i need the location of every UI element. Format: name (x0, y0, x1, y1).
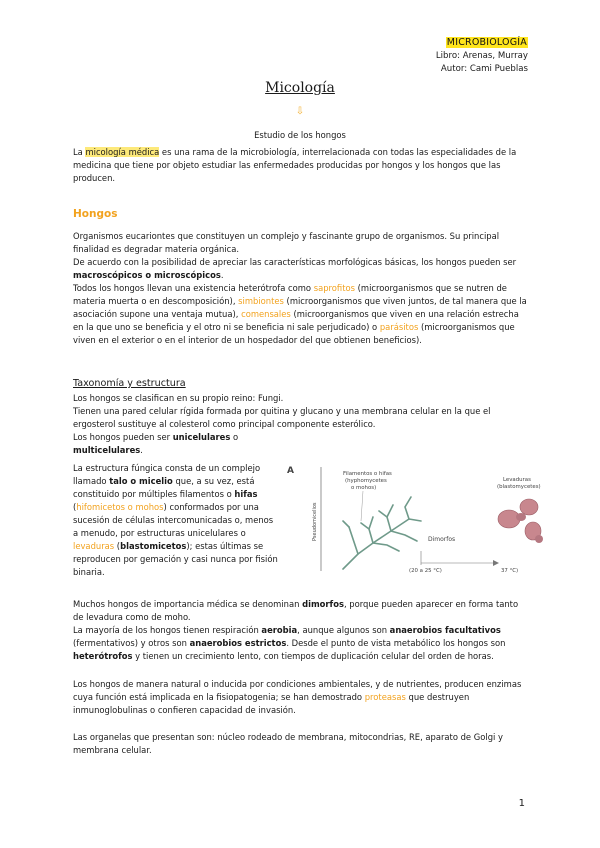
figure-temp-left: (20 a 25 °C) (409, 568, 442, 574)
figure-levaduras-label-2: (blastomycetes) (497, 484, 541, 490)
term-hifomicetos: hifomicetos o mohos (76, 502, 164, 512)
taxo-line-2: Tienen una pared celular rígida formada por quitina y glucano y una membrana celular en la que el ergosterol sustituye al colesterol como principal componente esterólico. (73, 406, 491, 429)
text: Muchos hongos de importancia médica se denominan (73, 599, 303, 609)
text: o (230, 432, 239, 442)
respiracion-paragraph (73, 624, 528, 663)
text: . (220, 270, 224, 280)
book-label: Libro: Arenas, Murray (435, 51, 528, 61)
term-parasitos: parásitos (379, 322, 419, 332)
text: . Desde el punto de vista metabólico los hongos son (286, 638, 506, 648)
term-blastomicetos: blastomicetos (120, 541, 187, 551)
hongos-paragraph-2 (73, 256, 528, 282)
highlight-micologia: micología médica (85, 147, 160, 157)
text: ) conformados por una sucesión de células intercomunicadas o, menos a menudo, por estructuras unicelulares o (73, 502, 274, 538)
text: De acuerdo con la posibilidad de apreciar las características morfológicas básicas, los hongos pueden ser (73, 257, 517, 267)
text: (microorganismos que viven juntos, de tal manera que la asociación supone una ventaja mutua), (73, 296, 527, 319)
term-multicelulares: multicelulares (73, 445, 141, 455)
dimorfos-paragraph (73, 598, 528, 624)
section-heading-hongos: Hongos (73, 208, 118, 220)
taxonomia-block (73, 392, 528, 457)
intro-paragraph (73, 146, 528, 185)
lower-block (73, 598, 528, 663)
taxo-line-3 (73, 431, 528, 444)
term-hifas: hifas (234, 489, 258, 499)
figure-hifas-label-1: Filamentos o hifas (343, 471, 392, 477)
figure-levaduras-label-1: Levaduras (503, 477, 531, 483)
arrow-head-icon (493, 560, 499, 566)
term-comensales: comensales (241, 309, 291, 319)
figure-temp-right: 37 °C) (501, 568, 519, 574)
term-anaerobios-estrictos: anaerobios estrictos (189, 638, 287, 648)
leader-line (361, 491, 363, 521)
figure-letter: A (287, 466, 294, 476)
enzimas-paragraph (73, 678, 528, 717)
hongos-block (73, 230, 528, 347)
term-saprofitos: saprofitos (313, 283, 355, 293)
hyphae-drawing (343, 497, 421, 569)
term-levaduras: levaduras (73, 541, 115, 551)
text: que destruyen inmunoglobulinas o confieren capacidad de invasión. (73, 692, 470, 715)
figure-hifas-label-3: o mohos) (351, 485, 377, 491)
subject-label: MICROBIOLOGÍA (446, 37, 527, 48)
text: que, a su vez, está constituido por múltiples filamentos o (73, 476, 255, 499)
term-aerobia: aerobia (261, 625, 298, 635)
intro-text-2: es una rama de la microbiología, interrelacionada con todas las especialidades de la medicina que tiene por objeto estudiar las enfermedades producidas por hongos y los hongos que las producen. (73, 147, 517, 183)
document-header (436, 36, 528, 76)
text: (fermentativos) y otros son (73, 638, 190, 648)
yeast-cells (498, 499, 543, 543)
author-label: Autor: Cami Pueblas (440, 64, 528, 74)
text: (microorganismos que viven en una relación estrecha en la que uno se beneficia y el otro ni se beneficia ni sale perjudicado) o (73, 309, 519, 332)
down-arrow-icon: ⇩ (295, 106, 305, 117)
intro-text: La (73, 147, 86, 157)
page-title: Micología (265, 80, 335, 96)
term-heterotrofos: heterótrofos (73, 651, 133, 661)
figure-axis-label: Pseudomicelios (312, 502, 318, 541)
figure-dimorfos-label: Dimorfos (428, 536, 456, 543)
text: , porque pueden aparecer en forma tanto de levadura como de moho. (73, 599, 519, 622)
text: Los hongos pueden ser (73, 432, 173, 442)
text: (microorganismos que viven en el exterior o en el interior de un hospedador del que obtienen beneficios). (73, 322, 515, 345)
text: . (140, 445, 143, 455)
page-number: 1 (518, 798, 525, 809)
term-talo: talo o micelio (109, 476, 173, 486)
organelas-paragraph: Las organelas que presentan son: núcleo rodeado de membrana, mitocondrias, RE, aparato de Golgi y membrana celular. (73, 732, 503, 755)
term-macro-micro: macroscópicos o microscópicos (73, 270, 221, 280)
term-anaerobios-facultativos: anaerobios facultativos (389, 625, 501, 635)
text: Los hongos de manera natural o inducida por condiciones ambientales, y de nutrientes, producen enzimas cuya función está implicada en la fisiopatogenia; se han demostrado (73, 679, 522, 702)
hongos-paragraph-3 (73, 282, 528, 347)
figure-hifas-label-2: (hyphomycetes (345, 478, 387, 484)
text: La mayoría de los hongos tienen respiración (73, 625, 262, 635)
term-unicelulares: unicelulares (172, 432, 231, 442)
text: ( (73, 502, 77, 512)
text: , aunque algunos son (297, 625, 390, 635)
term-dimorfos: dimorfos (302, 599, 344, 609)
page-subtitle: Estudio de los hongos (254, 130, 346, 140)
taxo-line-1: Los hongos se clasifican en su propio reino: Fungi. (73, 393, 284, 403)
term-simbiontes: simbiontes (238, 296, 284, 306)
text: Todos los hongos llevan una existencia heterótrofa como (73, 283, 314, 293)
text: ( (114, 541, 121, 551)
text: y tienen un crecimiento lento, con tiempos de duplicación celular del orden de horas. (132, 651, 494, 661)
text: (microorganismos que se nutren de materia muerta o en descomposición), (73, 283, 507, 306)
term-proteasas: proteasas (364, 692, 406, 702)
section-heading-taxonomia: Taxonomía y estructura (73, 378, 186, 389)
text: ); estas últimas se reproducen por gemación y casi nunca por fisión binaria. (73, 541, 278, 577)
fungi-morphology-figure (283, 459, 555, 584)
estructura-paragraph (73, 462, 278, 579)
text: La estructura fúngica consta de un complejo llamado (73, 463, 261, 486)
hongos-paragraph-1: Organismos eucariontes que constituyen un complejo y fascinante grupo de organismos. Su principal finalidad es degradar materia orgánica. (73, 231, 500, 254)
taxo-line-4 (73, 444, 528, 457)
